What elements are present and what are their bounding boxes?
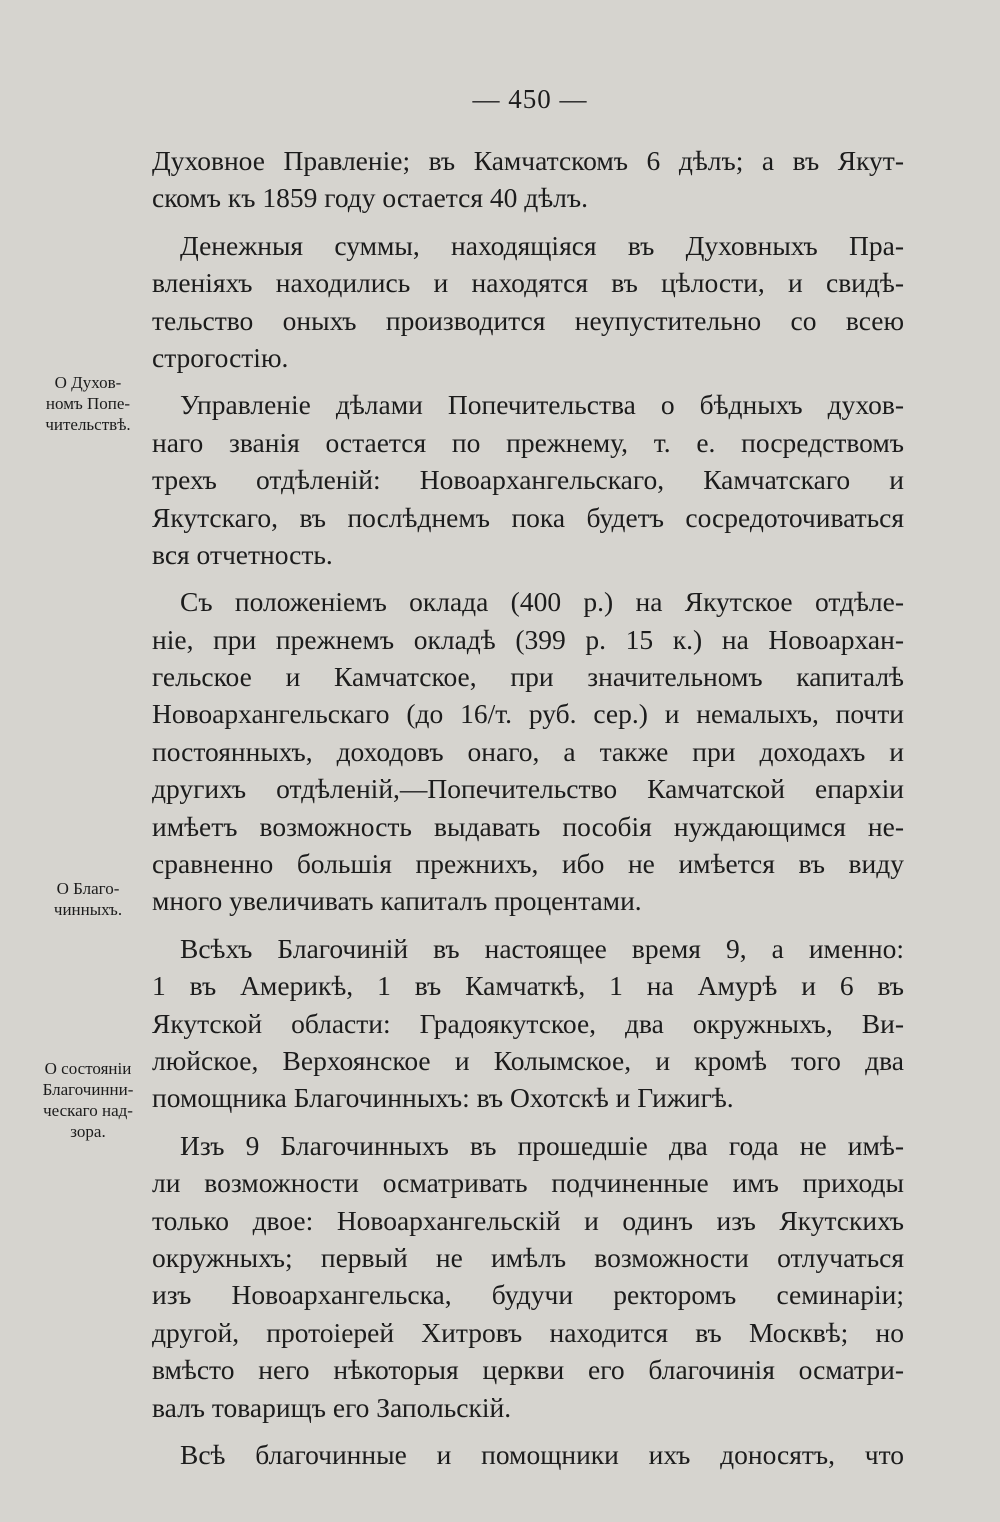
page-number: — 450 — — [472, 84, 588, 114]
text-line: ніе, при прежнемъ окладѣ (399 р. 15 к.) на Новоархан- — [152, 623, 904, 655]
text-line: имѣетъ возможность выдавать пособія нуждающимся не- — [152, 810, 904, 842]
text-line: другой, протоіерей Хитровъ находится въ Москвѣ; но — [152, 1316, 904, 1348]
margin-note-line: чительствѣ. — [45, 415, 131, 434]
text-line: 1 въ Америкѣ, 1 въ Камчаткѣ, 1 на Амурѣ и 6 въ — [152, 970, 904, 1002]
text-line: тельство оныхъ производится неупустительно со всею — [152, 304, 904, 336]
text-line: наго званія остается по прежнему, т. е. посредствомъ — [152, 426, 904, 458]
text-line: Всѣхъ Благочиній въ настоящее время 9, а именно: — [180, 932, 904, 964]
text-line: Денежныя суммы, находящіяся въ Духовныхъ Пра- — [180, 229, 904, 261]
text-line: строгостію. — [152, 341, 289, 373]
text-line: Изъ 9 Благочинныхъ въ прошедшіе два года не имѣ- — [180, 1129, 904, 1161]
text-line: Духовное Правленіе; въ Камчатскомъ 6 дѣлъ; а въ Якут- — [152, 145, 904, 176]
text-line: люйское, Верхоянское и Колымское, и кромѣ того два — [152, 1044, 904, 1076]
text-line: Новоархангельскаго (до 16/т. руб. сер.) и немалыхъ, почти — [152, 698, 904, 730]
text-line: сравненно большія прежнихъ, ибо не имѣется въ виду — [152, 848, 904, 880]
margin-note-line: О Духов- — [54, 373, 122, 392]
text-line: скомъ къ 1859 году остается 40 дѣлъ. — [152, 182, 588, 214]
text-line: гельское и Камчатское, при значительномъ капиталѣ — [152, 661, 904, 693]
text-line: много увеличивать капиталъ процентами. — [152, 885, 642, 917]
margin-note-line: чинныхъ. — [53, 900, 123, 919]
paragraph — [152, 1127, 904, 1426]
text-line: окружныхъ; первый не имѣлъ возможности отлучаться — [152, 1241, 904, 1273]
text-line: помощника Благочинныхъ: въ Охотскѣ и Гижигѣ. — [152, 1082, 734, 1114]
text-line: Всѣ благочинные и помощники ихъ доносятъ, что — [180, 1438, 904, 1470]
text-line: вленіяхъ находились и находятся въ цѣлости, и свидѣ- — [152, 267, 904, 299]
margin-note-line: О Благо- — [56, 879, 120, 898]
paragraph — [152, 930, 904, 1117]
paragraph — [152, 142, 904, 217]
text-line: вмѣсто него нѣкоторыя церкви его благочинія осматри- — [152, 1354, 904, 1386]
text-line: Съ положеніемъ оклада (400 р.) на Якутское отдѣле- — [180, 586, 904, 618]
margin-note-spiritual-trusteeship — [24, 372, 152, 435]
margin-note-line: зора. — [70, 1122, 106, 1141]
text-line: Якутскаго, въ послѣднемъ пока будетъ сосредоточиваться — [152, 501, 904, 533]
text-line: ли возможности осматривать подчиненные имъ приходы — [152, 1167, 904, 1199]
text-line: трехъ отдѣленій: Новоархангельскаго, Камчатскаго и — [152, 464, 904, 496]
paragraph — [152, 386, 904, 573]
margin-note-line: номъ Попе- — [45, 394, 131, 413]
text-line: только двое: Новоархангельскій и одинъ изъ Якутскихъ — [152, 1204, 904, 1236]
margin-note-line: ческаго над- — [43, 1101, 133, 1120]
margin-note-deans — [24, 878, 152, 920]
paragraph — [152, 227, 904, 377]
text-line: валъ товарищъ его Запольскій. — [152, 1391, 512, 1423]
paragraph — [152, 1436, 904, 1473]
text-line: изъ Новоархангельска, будучи ректоромъ семинаріи; — [152, 1279, 904, 1311]
text-line: вся отчетность. — [152, 538, 333, 570]
text-line: Якутской области: Градоякутское, два окружныхъ, Ви- — [152, 1007, 904, 1039]
text-line: другихъ отдѣленій,—Попечительство Камчатской епархіи — [152, 773, 904, 805]
margin-note-supervision — [24, 1058, 152, 1142]
paragraph — [152, 583, 904, 920]
text-line: постоянныхъ, доходовъ онаго, а также при доходахъ и — [152, 735, 904, 767]
text-line: Управленіе дѣлами Попечительства о бѣдныхъ духов- — [180, 389, 904, 421]
main-text — [152, 142, 904, 1483]
margin-note-line: Благочинни- — [42, 1080, 134, 1099]
margin-note-line: О состояніи — [44, 1059, 132, 1078]
